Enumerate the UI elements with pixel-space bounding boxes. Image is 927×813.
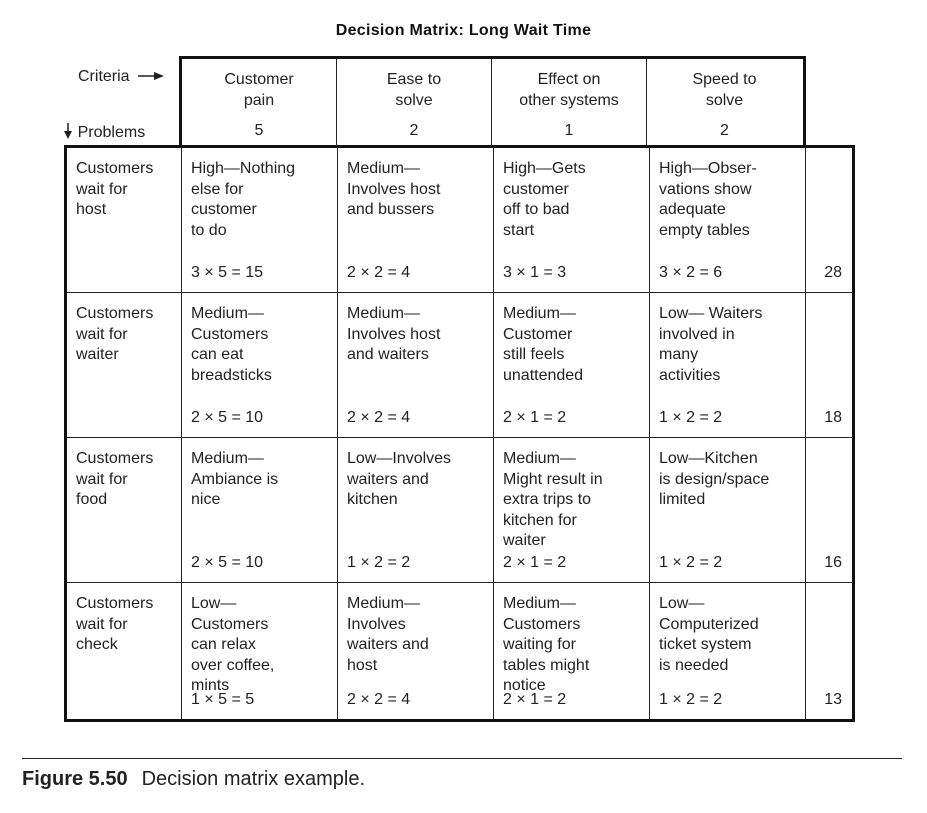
total-score: 18 [824, 409, 842, 427]
rating-cell [182, 148, 338, 292]
score-text: 1 × 2 = 2 [347, 554, 411, 572]
rating-text: High—Gets customer off to bad start [503, 160, 586, 239]
score-text: 1 × 5 = 5 [191, 691, 255, 709]
rating-cell [338, 438, 494, 582]
rating-text: Low—Involves waiters and kitchen [347, 450, 452, 509]
table-row [67, 148, 852, 293]
rating-cell [338, 293, 494, 437]
score-text: 1 × 2 = 2 [659, 554, 723, 572]
rating-cell [650, 438, 806, 582]
down-arrow-icon [64, 125, 76, 140]
score-text: 2 × 5 = 10 [191, 554, 264, 572]
decision-matrix-table [64, 145, 855, 722]
problems-axis-label [64, 123, 145, 142]
rating-text: Low—Kitchen is design/space limited [659, 450, 770, 509]
rating-cell [182, 583, 338, 719]
criteria-weight: 2 [409, 122, 419, 139]
rating-text: High—Obser- vations show adequate empty tables [659, 160, 757, 239]
criteria-weight: 1 [564, 122, 574, 139]
rating-cell [182, 438, 338, 582]
rating-cell [338, 148, 494, 292]
total-score: 13 [824, 691, 842, 709]
rating-text: High—Nothing else for customer to do [191, 160, 296, 239]
score-text: 2 × 1 = 2 [503, 691, 567, 709]
caption-divider [22, 758, 902, 759]
rating-text: Low— Computerized ticket system is needed [659, 595, 759, 674]
rating-text: Medium— Ambiance is nice [191, 450, 279, 509]
matrix-title: Decision Matrix: Long Wait Time [335, 22, 592, 39]
table-row [67, 438, 852, 583]
score-text: 1 × 2 = 2 [659, 409, 723, 427]
criteria-header-cell [182, 59, 337, 146]
problem-cell: Customers wait for food [67, 438, 182, 582]
rating-text: Medium— Might result in extra trips to kitchen for waiter [503, 450, 603, 550]
rating-text: Medium— Involves host and bussers [347, 160, 441, 219]
rating-cell [650, 293, 806, 437]
score-text: 2 × 5 = 10 [191, 409, 264, 427]
score-text: 2 × 2 = 4 [347, 691, 411, 709]
criteria-weight: 2 [720, 122, 729, 139]
rating-cell [182, 293, 338, 437]
problem-cell: Customers wait for host [67, 148, 182, 292]
rating-text: Medium— Customers can eat breadsticks [191, 305, 272, 384]
rating-text: Medium— Customers waiting for tables might notice [503, 595, 590, 695]
criteria-name: Customer pain [224, 71, 294, 109]
rating-text: Low— Waiters involved in many activities [659, 305, 763, 384]
figure-caption [22, 768, 365, 791]
score-text: 2 × 2 = 4 [347, 409, 411, 427]
table-row [67, 293, 852, 438]
criteria-header [179, 56, 806, 146]
total-cell [806, 293, 852, 437]
table-row [67, 583, 852, 719]
rating-cell [494, 148, 650, 292]
score-text: 2 × 1 = 2 [503, 554, 567, 572]
rating-cell [650, 583, 806, 719]
score-text: 3 × 2 = 6 [659, 264, 723, 282]
total-cell [806, 148, 852, 292]
total-score: 28 [824, 264, 842, 282]
total-cell [806, 438, 852, 582]
score-text: 3 × 1 = 3 [503, 264, 567, 282]
rating-cell [650, 148, 806, 292]
caption-text: Decision matrix example. [141, 768, 366, 790]
score-text: 2 × 1 = 2 [503, 409, 567, 427]
right-arrow-icon [138, 68, 164, 86]
criteria-label-text: Criteria [78, 68, 130, 85]
rating-text: Low— Customers can relax over coffee, mints [191, 595, 275, 695]
rating-text: Medium— Customer still feels unattended [503, 305, 584, 384]
criteria-header-cell [337, 59, 492, 146]
total-cell [806, 583, 852, 719]
problem-cell: Customers wait for check [67, 583, 182, 719]
criteria-name: Speed to solve [692, 71, 757, 109]
rating-cell [494, 293, 650, 437]
rating-cell [494, 583, 650, 719]
problems-label-text: Problems [77, 124, 146, 141]
criteria-name: Effect on other systems [519, 71, 619, 109]
criteria-header-cell [492, 59, 647, 146]
total-score: 16 [824, 554, 842, 572]
rating-text: Medium— Involves waiters and host [347, 595, 429, 674]
rating-text: Medium— Involves host and waiters [347, 305, 441, 364]
criteria-header-cell [647, 59, 802, 146]
criteria-weight: 5 [254, 122, 264, 139]
score-text: 2 × 2 = 4 [347, 264, 411, 282]
criteria-name: Ease to solve [386, 71, 442, 109]
figure-number: Figure 5.50 [22, 768, 128, 790]
rating-cell [338, 583, 494, 719]
score-text: 3 × 5 = 15 [191, 264, 264, 282]
criteria-axis-label [78, 68, 164, 86]
problem-cell: Customers wait for waiter [67, 293, 182, 437]
score-text: 1 × 2 = 2 [659, 691, 723, 709]
rating-cell [494, 438, 650, 582]
